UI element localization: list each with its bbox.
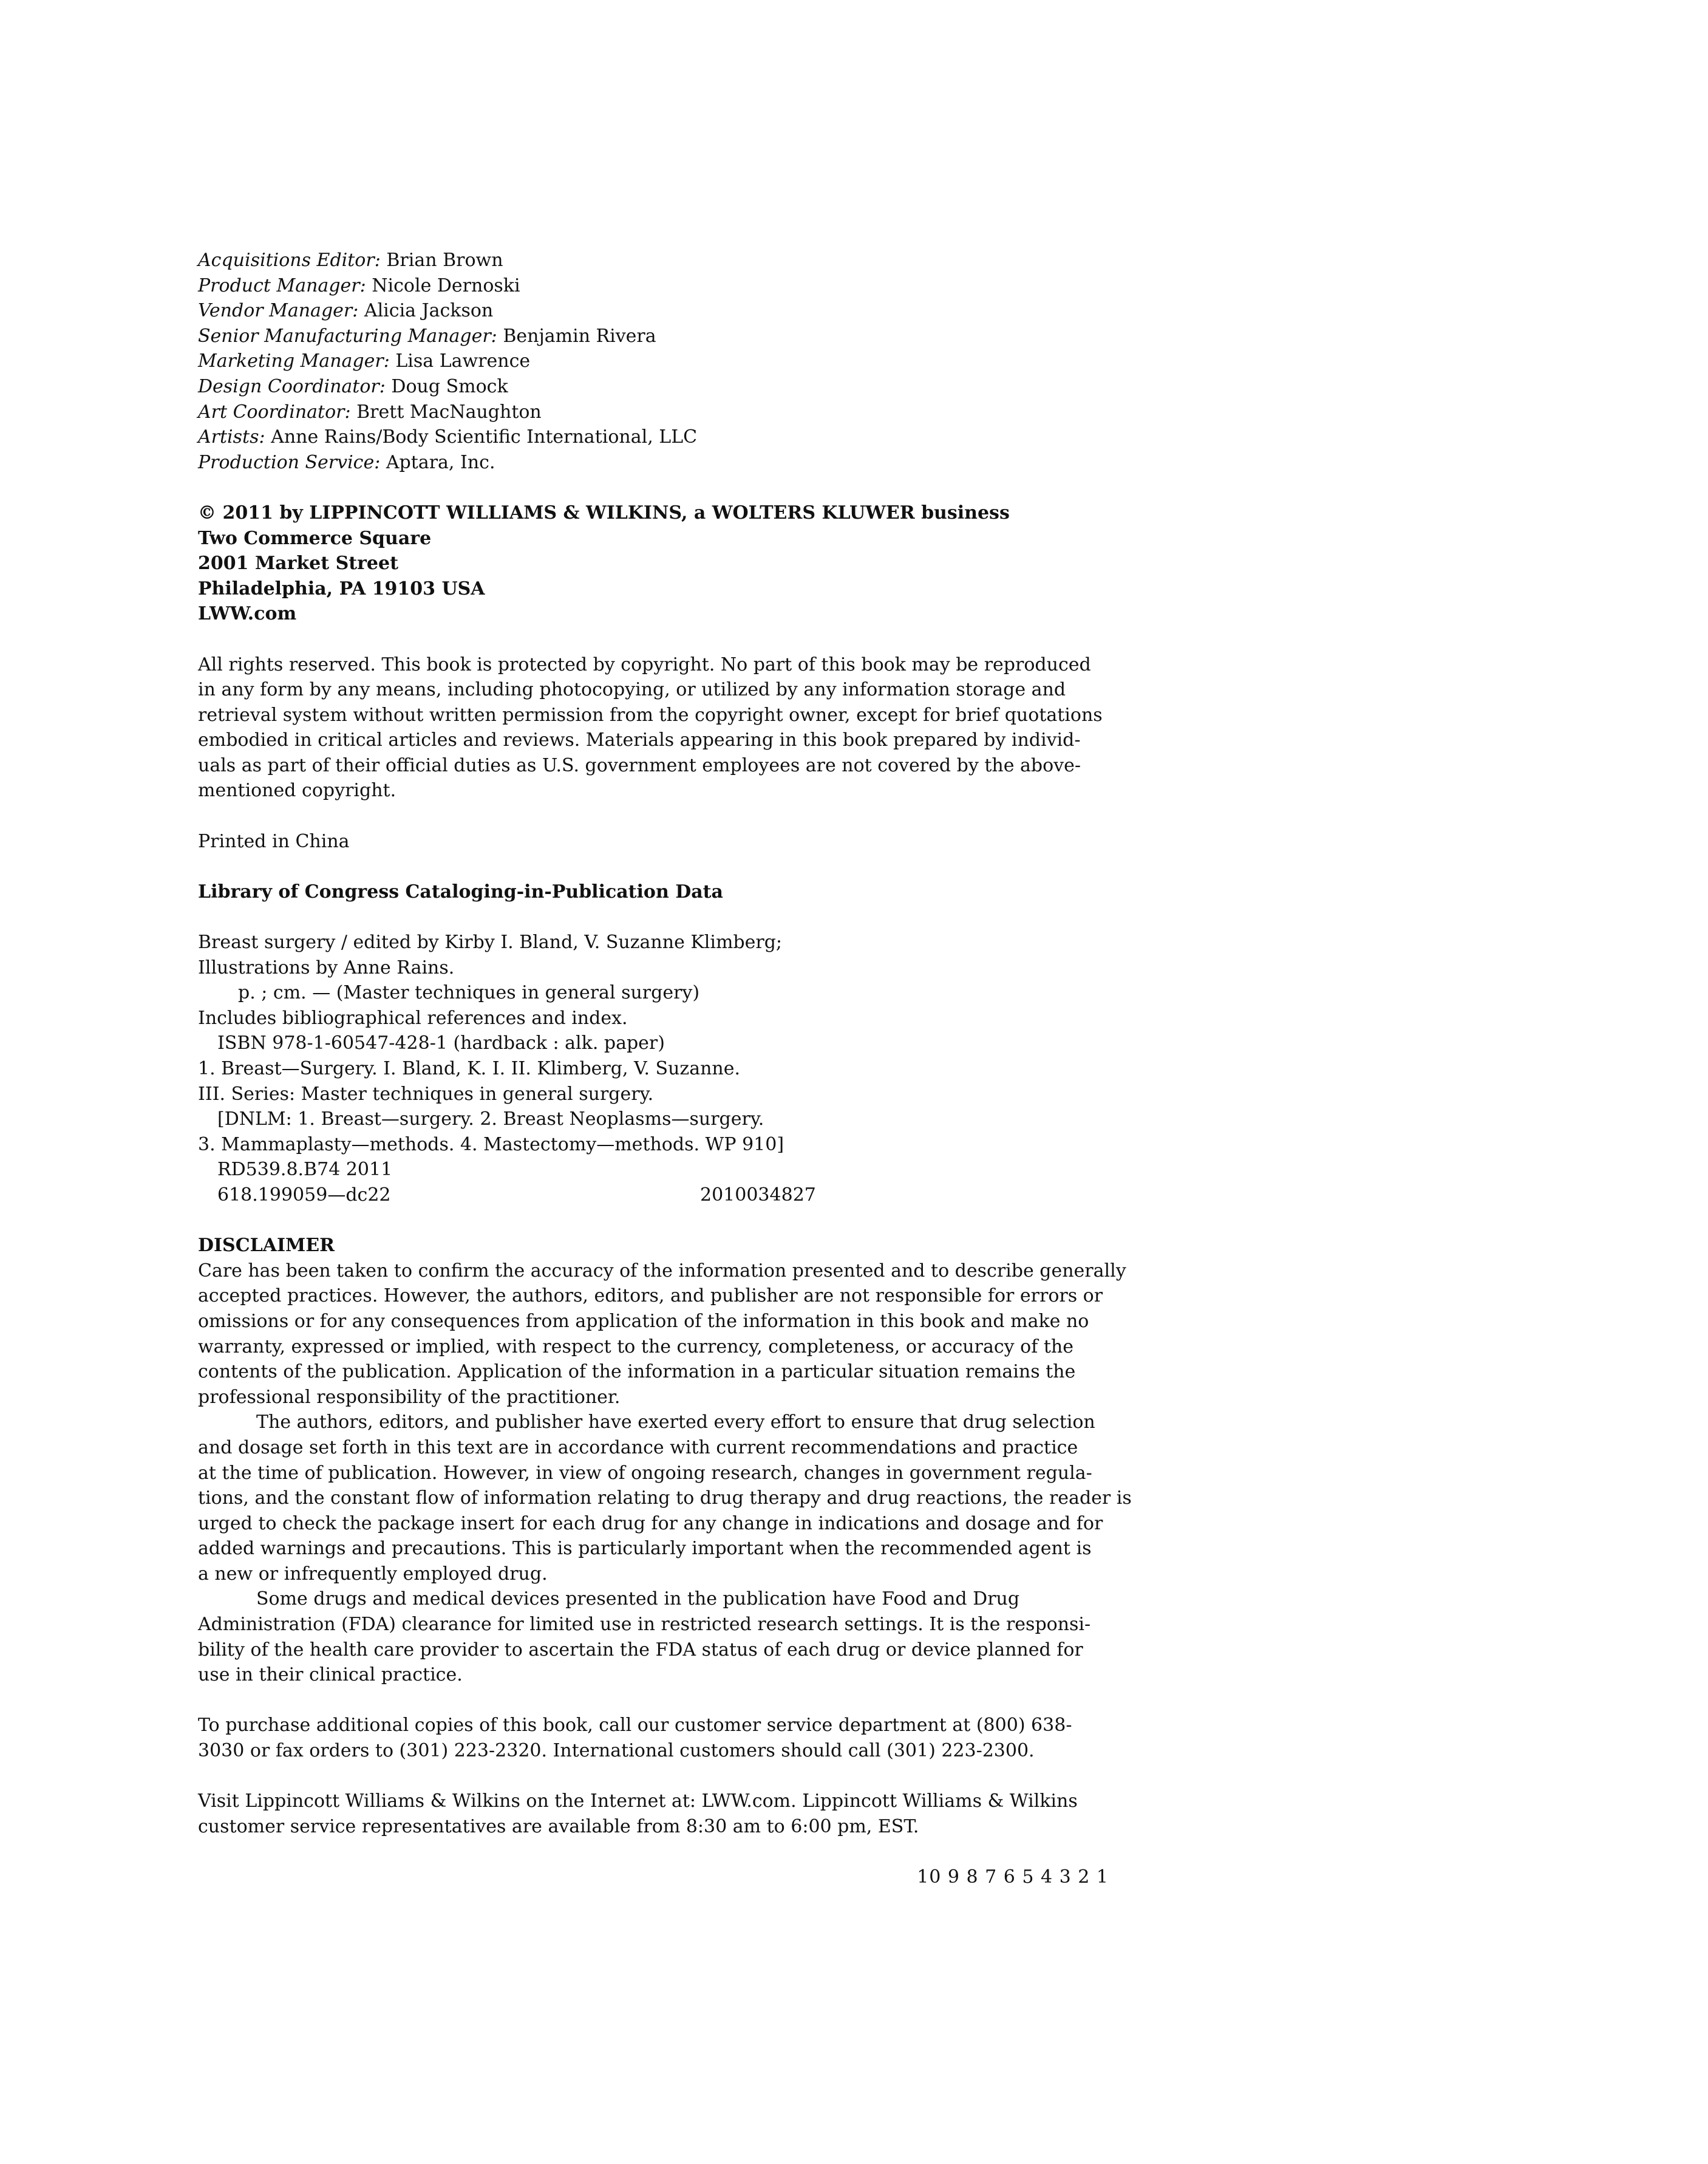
text-line: contents of the publication. Application of the information in a particular situation remains the [198,1361,1076,1383]
text-line: a new or infrequently employed drug. [198,1563,548,1585]
credit-role: Vendor Manager: [198,300,359,322]
cip-dewey: 618.199059—dc22 [217,1184,391,1206]
copyright-notice: © 2011 by LIPPINCOTT WILLIAMS & WILKINS, a WOLTERS KLUWER business [198,502,1010,524]
text-line: and dosage set forth in this text are in accordance with current recommendations and practice [198,1436,1078,1458]
text-line: Administration (FDA) clearance for limited use in restricted research settings. It is the responsi- [198,1614,1091,1636]
cip-line: III. Series: Master techniques in general surgery. [198,1083,654,1105]
credit-name: Brian Brown [386,250,503,271]
credit-role: Marketing Manager: [198,350,390,372]
cip-lccn: 2010034827 [700,1184,816,1206]
cip-line: Illustrations by Anne Rains. [198,957,455,978]
text-line: Visit Lippincott Williams & Wilkins on the Internet at: LWW.com. Lippincott Williams & Wilkins [198,1790,1078,1812]
text-line: tions, and the constant flow of information relating to drug therapy and drug reactions, the reader is [198,1487,1132,1509]
text-line: Some drugs and medical devices presented in the publication have Food and Drug [256,1588,1020,1610]
credit-line [198,400,1109,425]
visit-paragraph [198,1789,1109,1839]
credit-role: Art Coordinator: [198,401,351,423]
text-line: retrieval system without written permission from the copyright owner, except for brief quotations [198,704,1103,726]
credit-line [198,273,1109,299]
credit-line [198,324,1109,349]
credit-role: Product Manager: [198,275,366,296]
text-line: uals as part of their official duties as U.S. government employees are not covered by the above- [198,754,1081,776]
cip-classification-row [198,1183,1109,1208]
cip-heading: Library of Congress Cataloging-in-Publication Data [198,881,723,903]
text-line: Care has been taken to confirm the accuracy of the information presented and to describe generally [198,1260,1126,1282]
spacer [198,804,1109,829]
spacer [198,1688,1109,1713]
cip-line: p. ; cm. — (Master techniques in general surgery) [238,982,700,1004]
credits-block [198,248,1109,475]
credit-role: Design Coordinator: [198,375,386,397]
text-line: embodied in critical articles and reviews. Materials appearing in this book prepared by individ- [198,729,1081,751]
text-line: mentioned copyright. [198,780,396,802]
disclaimer-heading: DISCLAIMER [198,1235,335,1257]
text-line: urged to check the package insert for each drug for any change in indications and dosage and for [198,1512,1103,1534]
text-line: bility of the health care provider to ascertain the FDA status of each drug or device planned for [198,1639,1083,1661]
text-line: at the time of publication. However, in view of ongoing research, changes in government regula- [198,1462,1092,1484]
spacer [198,1764,1109,1789]
credit-name: Brett MacNaughton [356,401,542,423]
spacer [198,475,1109,500]
spacer [198,1208,1109,1234]
credit-line [198,349,1109,374]
spacer [198,1839,1109,1865]
credit-role: Artists: [198,426,265,448]
printed-in: Printed in China [198,830,350,852]
spacer [198,854,1109,879]
credit-line [198,298,1109,324]
publisher-address-line: 2001 Market Street [198,553,398,575]
rights-paragraph [198,652,1109,804]
spacer [198,627,1109,652]
cip-line: 3. Mammaplasty—methods. 4. Mastectomy—methods. WP 910] [198,1133,784,1155]
credit-name: Lisa Lawrence [395,350,531,372]
text-line: warranty, expressed or implied, with respect to the currency, completeness, or accuracy of the [198,1336,1073,1357]
text-line: in any form by any means, including photocopying, or utilized by any information storage and [198,679,1066,701]
text-line: omissions or for any consequences from application of the information in this book and make no [198,1310,1089,1332]
cip-block [198,930,1109,1208]
disclaimer-block [198,1233,1132,1688]
spacer [198,904,1109,930]
text-line: To purchase additional copies of this book, call our customer service department at (800) 638- [198,1715,1072,1736]
credit-line [198,425,1109,450]
credit-name: Aptara, Inc. [386,451,495,473]
cip-line: Includes bibliographical references and index. [198,1007,628,1029]
text-line: professional responsibility of the practitioner. [198,1386,621,1408]
text-line: The authors, editors, and publisher have exerted every effort to ensure that drug selection [256,1411,1095,1433]
credit-name: Nicole Dernoski [372,275,520,296]
credit-name: Doug Smock [391,375,508,397]
credit-name: Anne Rains/Body Scientific International, LLC [271,426,698,448]
publisher-website: LWW.com [198,603,297,625]
text-line: 3030 or fax orders to (301) 223-2320. International customers should call (301) 223-2300. [198,1740,1035,1762]
text-line: added warnings and precautions. This is particularly important when the recommended agent is [198,1538,1092,1560]
purchase-paragraph [198,1713,1109,1763]
credit-role: Senior Manufacturing Manager: [198,325,497,347]
cip-line: RD539.8.B74 2011 [217,1159,393,1181]
text-line: use in their clinical practice. [198,1664,463,1686]
credit-line [198,248,1109,273]
credit-line [198,450,1109,476]
printing-number-line: 10 9 8 7 6 5 4 3 2 1 [917,1866,1109,1888]
credit-name: Alicia Jackson [364,300,494,322]
publisher-address-line: Two Commerce Square [198,527,432,549]
text-line: customer service representatives are available from 8:30 am to 6:00 pm, EST. [198,1815,919,1837]
credit-name: Benjamin Rivera [503,325,656,347]
publisher-block [198,500,1109,627]
cip-line: [DNLM: 1. Breast—surgery. 2. Breast Neoplasms—surgery. [217,1108,764,1130]
text-line: accepted practices. However, the authors, editors, and publisher are not responsible for errors or [198,1285,1103,1307]
cip-line: Breast surgery / edited by Kirby I. Bland, V. Suzanne Klimberg; [198,932,783,954]
publisher-address-line: Philadelphia, PA 19103 USA [198,578,485,599]
credit-role: Acquisitions Editor: [198,250,381,271]
credit-role: Production Service: [198,451,381,473]
text-line: All rights reserved. This book is protected by copyright. No part of this book may be reproduced [198,654,1091,675]
cip-line: ISBN 978-1-60547-428-1 (hardback : alk. paper) [217,1033,665,1054]
cip-line: 1. Breast—Surgery. I. Bland, K. I. II. Klimberg, V. Suzanne. [198,1058,741,1079]
copyright-page [198,248,1132,1890]
credit-line [198,374,1109,400]
